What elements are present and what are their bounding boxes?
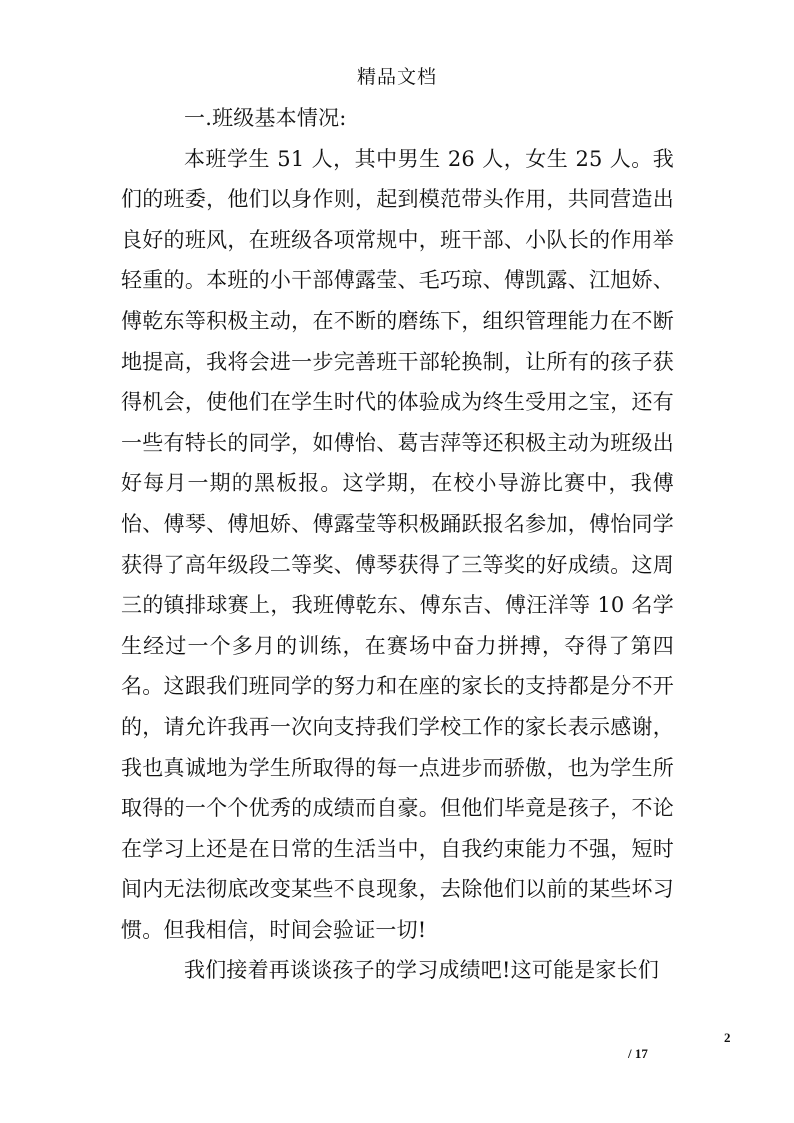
body-paragraph: 我们接着再谈谈孩子的学习成绩吧!这可能是家长们 [184,958,660,983]
page-number: 2 [724,1030,731,1045]
document-body [121,98,674,991]
body-paragraph: 本班学生 51 人，其中男生 26 人，女生 25 人。我们的班委，他们以身作则，起到模范带头作用，共同营造出良好的班风，在班级各项常规中，班干部、小队长的作用举轻重的。本班的小干部傅露莹、毛巧琼、傅凯露、江旭娇、傅乾东等积极主动，在不断的磨练下，组织管理能力在不断地提高，我将会进一步完善班干部轮换制，让所有的孩子获得机会，使他们在学生时代的体验成为终生受用之宝，还有一些有特长的同学，如傅怡、葛吉萍等还积极主动为班级出好每月一期的黑板报。这学期，在校小导游比赛中，我傅怡、傅琴、傅旭娇、傅露莹等积极踊跃报名参加，傅怡同学获得了高年级段二等奖、傅琴获得了三等奖的好成绩。这周三的镇排球赛上，我班傅乾东、傅东吉、傅汪洋等 10 名学生经过一个多月的训练，在赛场中奋力拼搏，夺得了第四名。这跟我们班同学的努力和在座的家长的支持都是分不开的，请允许我再一次向支持我们学校工作的家长表示感谢，我也真诚地为学生所取得的每一点进步而骄傲，也为学生所取得的一个个优秀的成绩而自豪。但他们毕竟是孩子，不论在学习上还是在日常的生活当中，自我约束能力不强，短时间内无法彻底改变某些不良现象，去除他们以前的某些坏习惯。但我相信，时间会验证一切! [121,146,674,942]
page-total: / 17 [628,1046,648,1061]
section-heading: 一.班级基本情况: [184,106,347,130]
page-header-title: 精品文档 [356,66,437,88]
